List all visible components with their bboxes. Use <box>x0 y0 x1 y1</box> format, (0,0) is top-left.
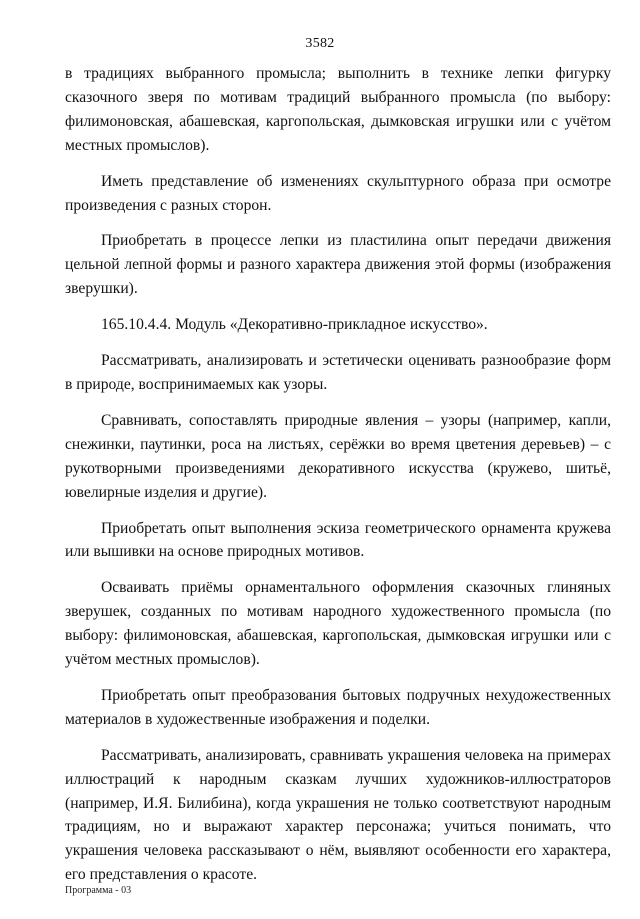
page-number: 3582 <box>305 36 335 51</box>
paragraph: Приобретать опыт выполнения эскиза геометрического орнамента кружева или вышивки на основе природных мотивов. <box>65 519 611 561</box>
document-body <box>65 62 611 899</box>
paragraph: Рассматривать, анализировать и эстетически оценивать разнообразие форм в природе, воспринимаемых как узоры. <box>65 352 611 393</box>
paragraph-continuation: в традициях выбранного промысла; выполнить в технике лепки фигурку сказочного зверя по мотивам традиций выбранного промысла (по выбору: филимоновская, абашевская, каргопольская, дымковская игрушки или с учётом местных промыслов). <box>65 65 611 154</box>
paragraph: Рассматривать, анализировать, сравнивать украшения человека на примерах иллюстраций к народным сказкам лучших художников-иллюстраторов (например, И.Я. Билибина), когда украшения не только соответствуют народным традициям, но и выражают характер персонажа; учиться понимать, что украшения человека рассказывают о нём, выявляют особенности его характера, его представления о красоте. <box>65 746 611 884</box>
paragraph: Иметь представление об изменениях скульптурного образа при осмотре произведения с разных сторон. <box>65 172 611 214</box>
module-heading: 165.10.4.4. Модуль «Декоративно-прикладное искусство». <box>101 316 488 334</box>
paragraph: Приобретать в процессе лепки из пластилина опыт передачи движения цельной лепной формы и разного характера движения этой формы (изображения зверушки). <box>65 232 611 298</box>
paragraph: Осваивать приёмы орнаментального оформления сказочных глиняных зверушек, созданных по мотивам народного художественного промысла (по выбору: филимоновская, абашевская, каргопольская, дымковская игрушки или с учётом местных промыслов). <box>65 579 611 669</box>
footer-label: Программа - 03 <box>65 885 132 896</box>
paragraph: Сравнивать, сопоставлять природные явления – узоры (например, капли, снежинки, паутинки, роса на листьях, серёжки во время цветения деревьев) – с рукотворными произведениями декоративного искусства (кружево, шитьё, ювелирные изделия и другие). <box>65 411 611 501</box>
paragraph: Приобретать опыт преобразования бытовых подручных нехудожественных материалов в художественные изображения и поделки. <box>65 686 611 728</box>
